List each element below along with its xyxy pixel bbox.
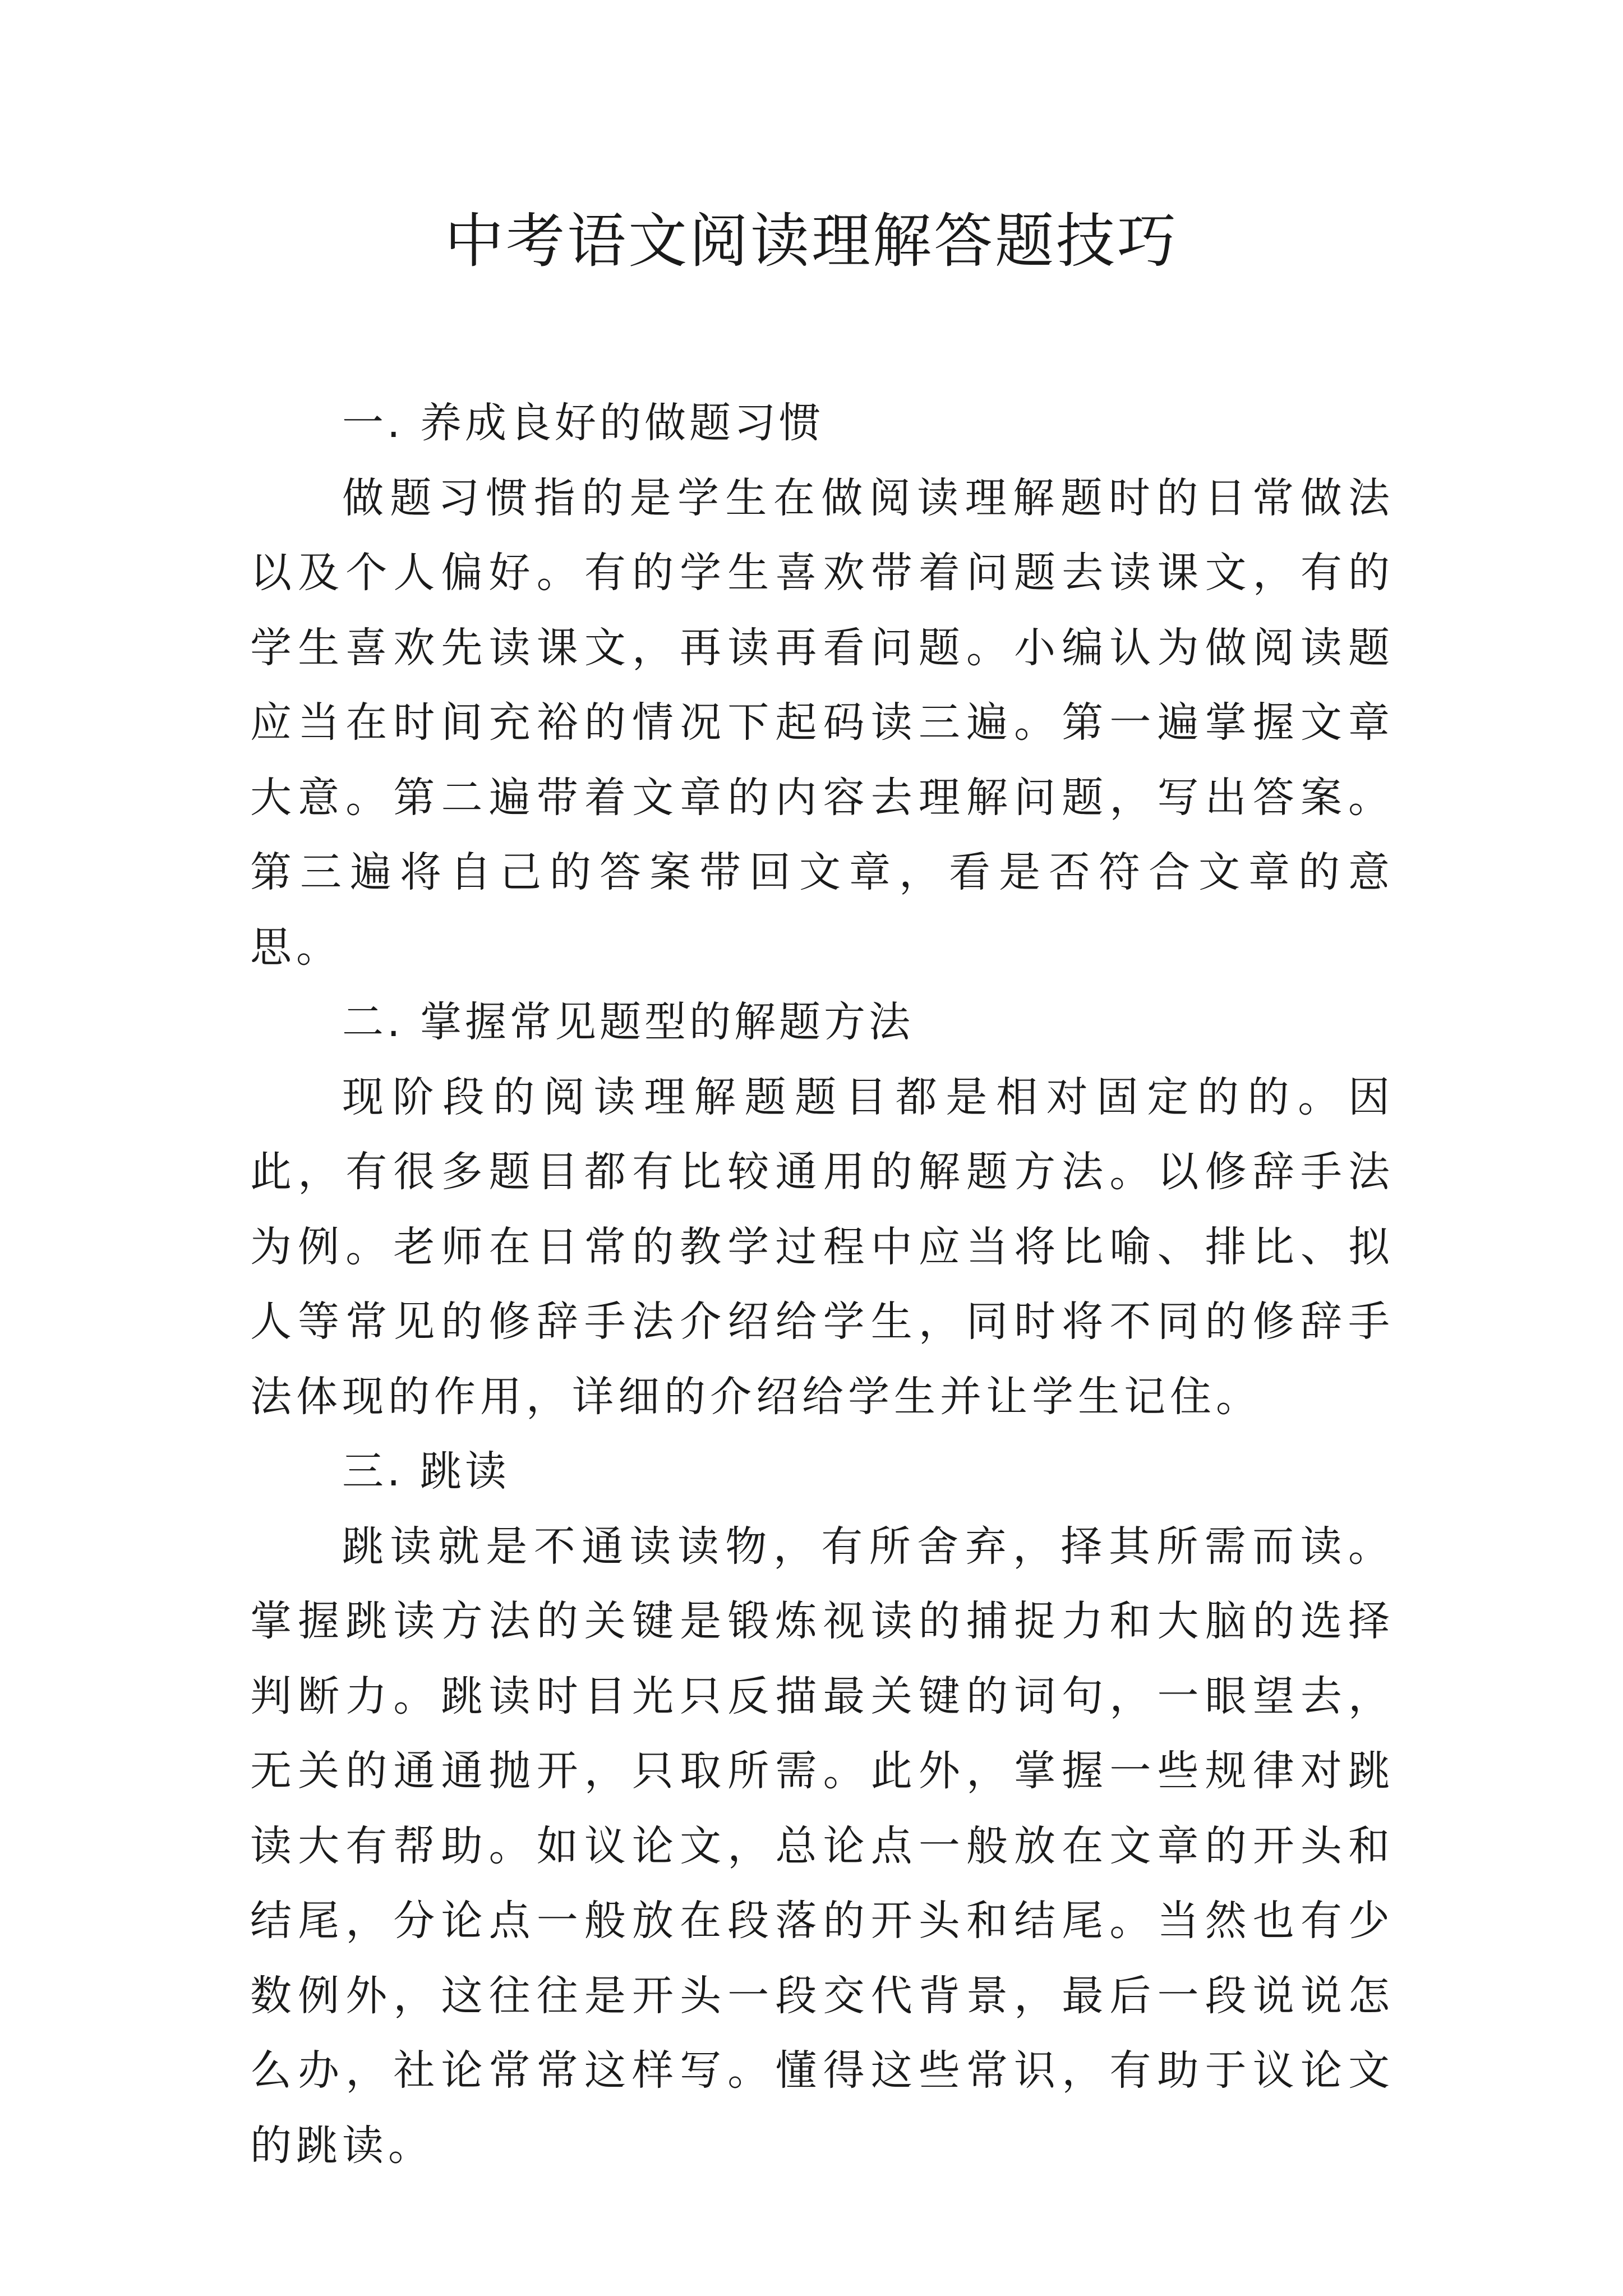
section-heading: 三. 跳读 [342, 1447, 510, 1496]
section-paragraph: 跳读就是不通读读物，有所舍弃，择其所需而读。掌握跳读方法的关键是锻炼视读的捕捉力和大脑的选择判断力。跳读时目光只反描最关键的词句，一眼望去，无关的通通抛开，只取所需。此外，掌握一些规律对跳读大有帮助。如议论文，总论点一般放在文章的开头和结尾，分论点一般放在段落的开头和结尾。当然也有少数例外，这往往是开头一段交代背景，最后一段说说怎么办，社论常常这样写。懂得这些常识，有助于议论文的跳读。 [250, 1522, 1394, 2170]
section-1 [250, 386, 1394, 985]
document-body [250, 386, 1394, 2183]
section-3 [250, 1434, 1394, 2183]
section-heading: 一. 养成良好的做题习惯 [342, 399, 824, 447]
section-2 [250, 985, 1394, 1434]
section-paragraph: 做题习惯指的是学生在做阅读理解题时的日常做法以及个人偏好。有的学生喜欢带着问题去读课文，有的学生喜欢先读课文，再读再看问题。小编认为做阅读题应当在时间充裕的情况下起码读三遍。第一遍掌握文章大意。第二遍带着文章的内容去理解问题，写出答案。第三遍将自己的答案带回文章，看是否符合文章的意思。 [250, 473, 1394, 972]
section-heading: 二. 掌握常见题型的解题方法 [342, 998, 914, 1046]
document-title: 中考语文阅读理解答题技巧 [444, 207, 1178, 275]
section-paragraph: 现阶段的阅读理解题题目都是相对固定的的。因此，有很多题目都有比较通用的解题方法。以修辞手法为例。老师在日常的教学过程中应当将比喻、排比、拟人等常见的修辞手法介绍给学生，同时将不同的修辞手法体现的作用，详细的介绍给学生并让学生记住。 [250, 1073, 1394, 1421]
